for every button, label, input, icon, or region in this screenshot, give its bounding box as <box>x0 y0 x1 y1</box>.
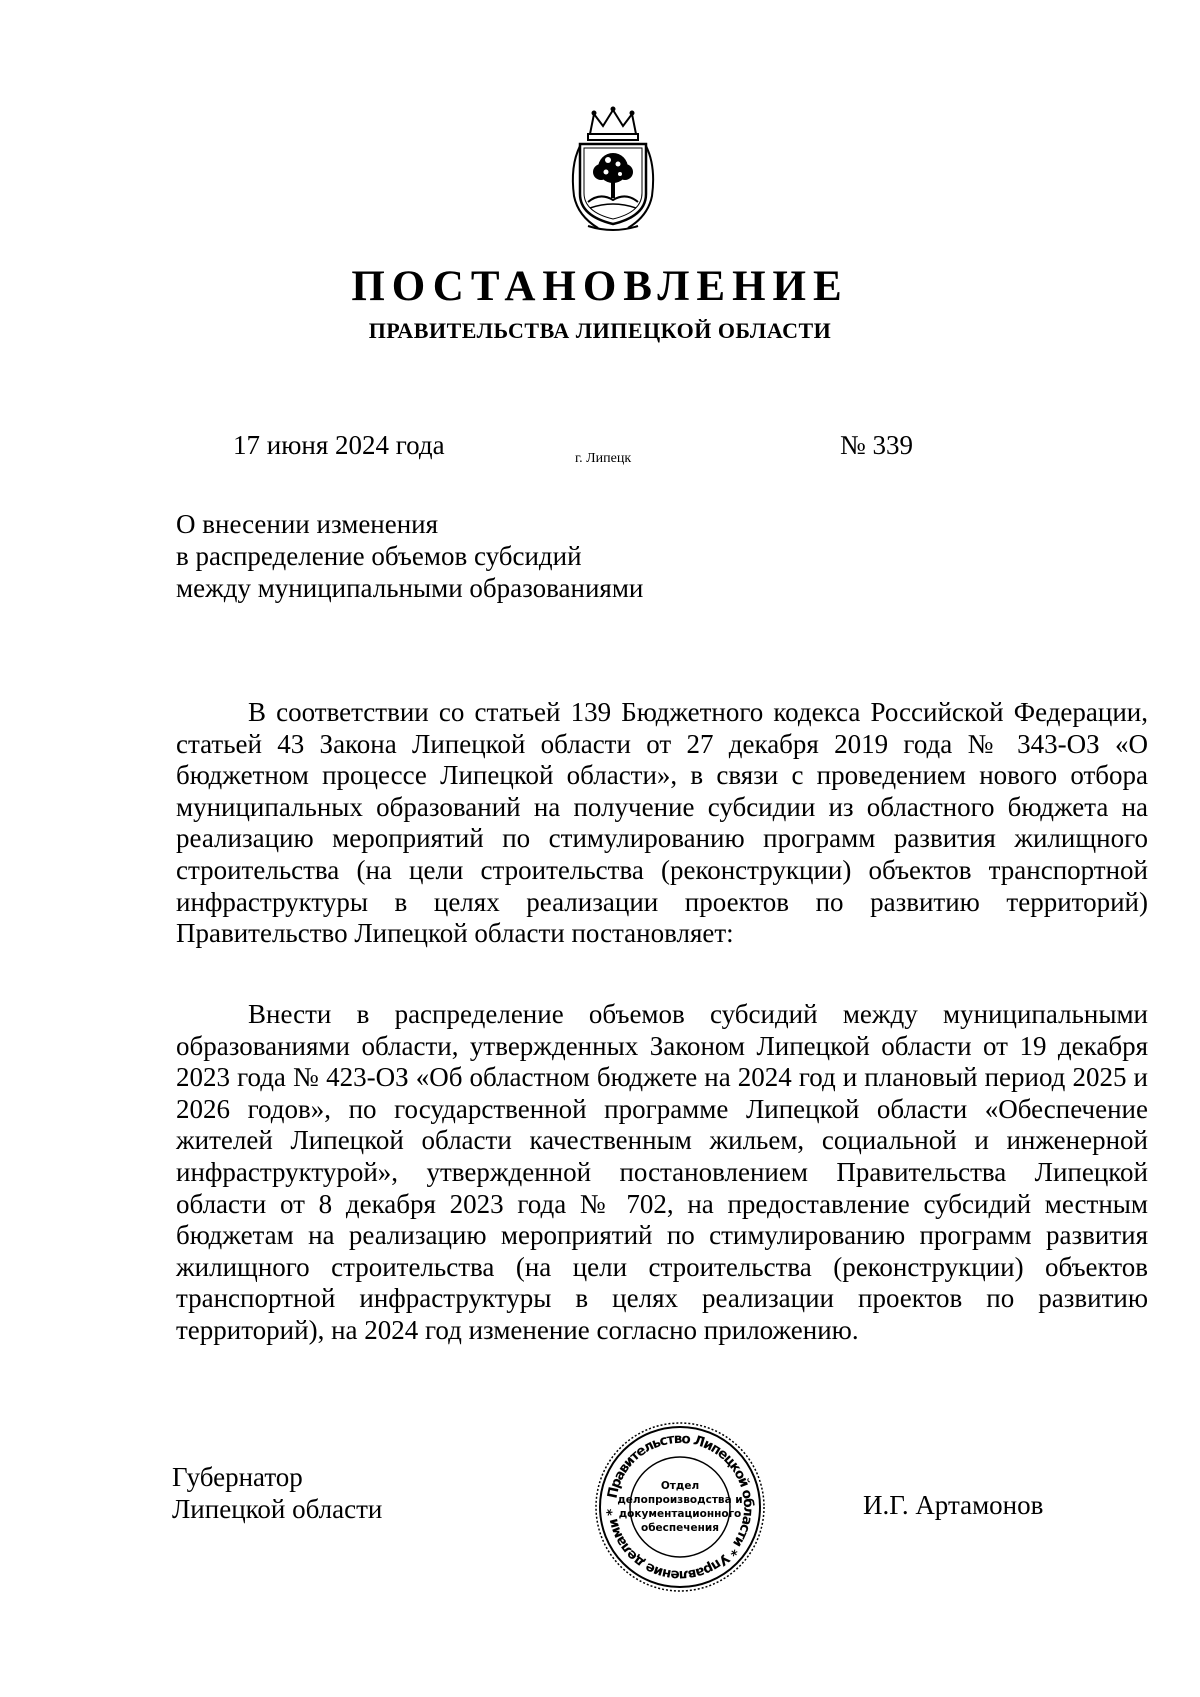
seal-inner-line: делопроизводства и <box>617 1494 743 1506</box>
seal-inner-line: обеспечения <box>641 1522 719 1534</box>
seal-inner-line: Отдел <box>660 1480 700 1492</box>
subject-line: между муниципальными образованиями <box>176 573 644 603</box>
document-number: № 339 <box>840 430 914 460</box>
round-seal-stamp <box>592 1419 768 1595</box>
body-paragraph-preamble: В соответствии со статьей 139 Бюджетного кодекса Российской Федерации, статьей 43 Закона Липецкой области от 27 декабря 2019 года № 343-ОЗ «О бюджетном процессе Липецкой области», в связи с проведением нового отбора муниципальных образований на получение субсидии из областного бюджета на реализацию мероприятий по стимулированию программ развития жилищного строительства (на цели строительства (реконструкции) объектов транспортной инфраструктуры в целях реализации проектов по развитию территорий) Правительство Липецкой области постановляет: <box>176 697 1148 949</box>
document-date: 17 июня 2024 года <box>233 430 445 460</box>
document-subject <box>176 508 643 604</box>
document-place: г. Липецк <box>575 451 632 466</box>
seal-inner-line: документационного <box>618 1508 742 1520</box>
coat-of-arms-icon <box>568 106 658 236</box>
subject-line: О внесении изменения <box>176 509 439 539</box>
issuer-name: ПРАВИТЕЛЬСТВА ЛИПЕЦКОЙ ОБЛАСТИ <box>368 318 832 343</box>
seal-outer-text: Правительство Липецкой области * Управление делами * <box>603 1430 757 1584</box>
signatory-position <box>172 1461 382 1525</box>
subject-line: в распределение объемов субсидий <box>176 541 582 571</box>
body-paragraph-resolution: Внести в распределение объемов субсидий между муниципальными образованиями области, утвержденных Законом Липецкой области от 19 декабря 2023 года № 423-ОЗ «Об областном бюджете на 2024 год и плановый период 2025 и 2026 годов», по государственной программе Липецкой области «Обеспечение жителей Липецкой области качественным жильем, социальной и инженерной инфраструктурой», утвержденной постановлением Правительства Липецкой области от 8 декабря 2023 года № 702, на предоставление субсидий местным бюджетам на реализацию мероприятий по стимулированию программ развития жилищного строительства (на цели строительства (реконструкции) объектов транспортной инфраструктуры в целях реализации проектов по развитию территорий), на 2024 год изменение согласно приложению. <box>176 999 1148 1345</box>
document-type-title: ПОСТАНОВЛЕНИЕ <box>351 263 849 310</box>
signatory-position-line: Липецкой области <box>172 1494 383 1524</box>
signatory-position-line: Губернатор <box>172 1462 303 1492</box>
signatory-name: И.Г. Артамонов <box>863 1490 1044 1520</box>
